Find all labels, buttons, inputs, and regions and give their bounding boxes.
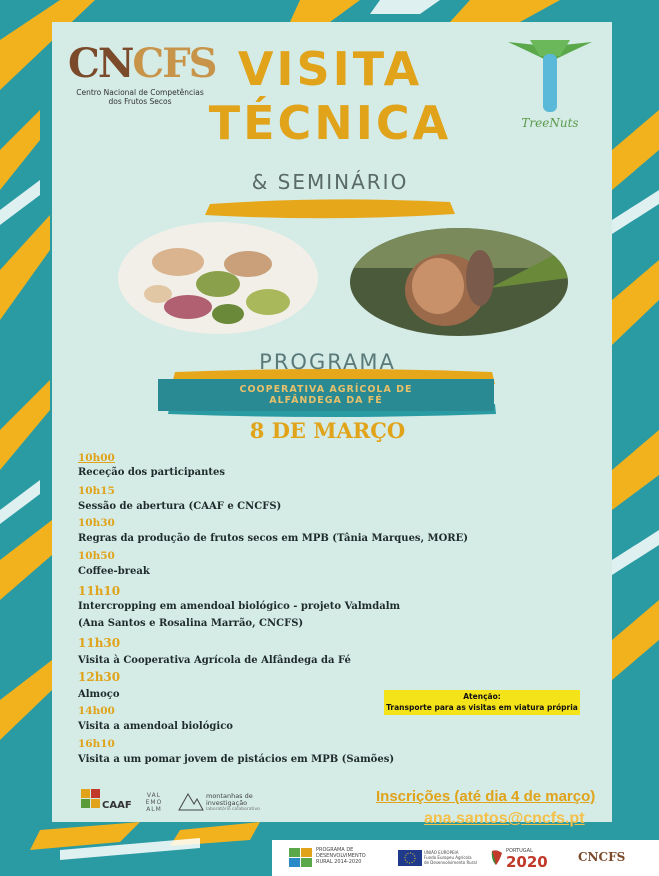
notice-text: Transporte para as visitas em viatura própria [386, 703, 578, 712]
eu-line-3: de Desenvolvimento Rural [424, 860, 477, 865]
funding-footer [272, 840, 659, 876]
schedule-activity: Regras da produção de frutos secos em MPB (Tânia Marques, MORE) [78, 533, 468, 544]
venue-banner [158, 379, 494, 411]
venue-line-2: ALFÂNDEGA DA FÉ [269, 395, 383, 406]
schedule-time: 11h10 [78, 584, 121, 598]
schedule-activity-detail: (Ana Santos e Rosalina Marrão, CNCFS) [78, 618, 304, 629]
cncfs-wordmark-b: CFS [132, 40, 216, 87]
p2020-label: 2020 [506, 853, 548, 871]
montanhas-label: montanhas de investigação [206, 792, 253, 807]
eu-label [424, 850, 477, 865]
registration-email[interactable]: ana.santos@cncfs.pt [424, 810, 585, 827]
pistachio-image [118, 222, 318, 334]
treenuts-label: TreeNuts [521, 116, 579, 130]
caaf-emblem-icon [80, 788, 102, 814]
vales-label: VAL EMO ALM [145, 792, 163, 813]
montanhas-sublabel: laboratório colaborativo [206, 807, 260, 812]
treenuts-logo [500, 32, 610, 142]
cncfs-subtitle: Centro Nacional de Competências dos Frutos Secos [76, 88, 204, 106]
schedule-time: 11h30 [78, 636, 121, 650]
schedule-time: 10h15 [78, 485, 115, 497]
portugal-emblem-icon [490, 850, 504, 866]
eu-line-1: UNIÃO EUROPEIA [424, 850, 459, 855]
footer-cncfs-logo: CNCFS [578, 850, 626, 864]
schedule-time: 10h50 [78, 550, 115, 562]
notice-title: Atenção: [463, 692, 501, 701]
caaf-label: CAAF [102, 800, 132, 811]
schedule-activity: Sessão de abertura (CAAF e CNCFS) [78, 501, 282, 512]
pdr-2020-icon [288, 846, 314, 870]
pdr-line-3: RURAL 2014-2020 [316, 859, 362, 865]
eu-flag-icon [398, 850, 422, 866]
mountains-icon [178, 790, 204, 812]
schedule-activity: Visita à Cooperativa Agrícola de Alfândega da Fé [78, 655, 351, 666]
pdr-line-1: PROGRAMA DE [316, 847, 354, 853]
venue-line-1: COOPERATIVA AGRÍCOLA DE [239, 384, 413, 395]
title-line-1: VISITA [237, 42, 423, 96]
pistachio-photo [118, 222, 318, 334]
schedule-time: 16h10 [78, 738, 115, 750]
schedule-activity: Coffee-break [78, 566, 150, 577]
schedule-activity: Visita a um pomar jovem de pistácios em MPB (Samões) [78, 754, 395, 765]
almond-photo [350, 228, 568, 336]
registration-link[interactable]: Inscrições (até dia 4 de março) [376, 788, 596, 805]
schedule-activity: Receção dos participantes [78, 467, 226, 478]
schedule-activity: Visita a amendoal biológico [78, 721, 233, 732]
montanhas-logo [178, 790, 268, 814]
almond-image [350, 228, 568, 336]
schedule-activity: Almoço [78, 689, 120, 700]
vales-logo [140, 792, 170, 814]
title-line-2: TÉCNICA [208, 96, 452, 150]
schedule-time: 12h30 [78, 670, 121, 684]
treenuts-tree-icon [500, 32, 600, 122]
programa-heading: PROGRAMA [259, 350, 396, 374]
subtitle: & SEMINÁRIO [251, 170, 409, 194]
transport-notice [384, 690, 580, 715]
caaf-logo [80, 788, 132, 816]
eu-line-2: Fundo Europeu Agrícola [424, 855, 472, 860]
portugal-label: PORTUGAL [506, 848, 533, 854]
cncfs-wordmark-a: CN [68, 40, 133, 87]
pdr-line-2: DESENVOLVIMENTO [316, 853, 366, 859]
schedule-time: 10h00 [78, 452, 115, 464]
pdr-label [316, 847, 366, 865]
schedule-time: 14h00 [78, 705, 115, 717]
event-date: 8 DE MARÇO [249, 418, 406, 443]
schedule-time: 10h30 [78, 517, 115, 529]
schedule-activity: Intercropping em amendoal biológico - projeto Valmdalm [78, 601, 401, 612]
